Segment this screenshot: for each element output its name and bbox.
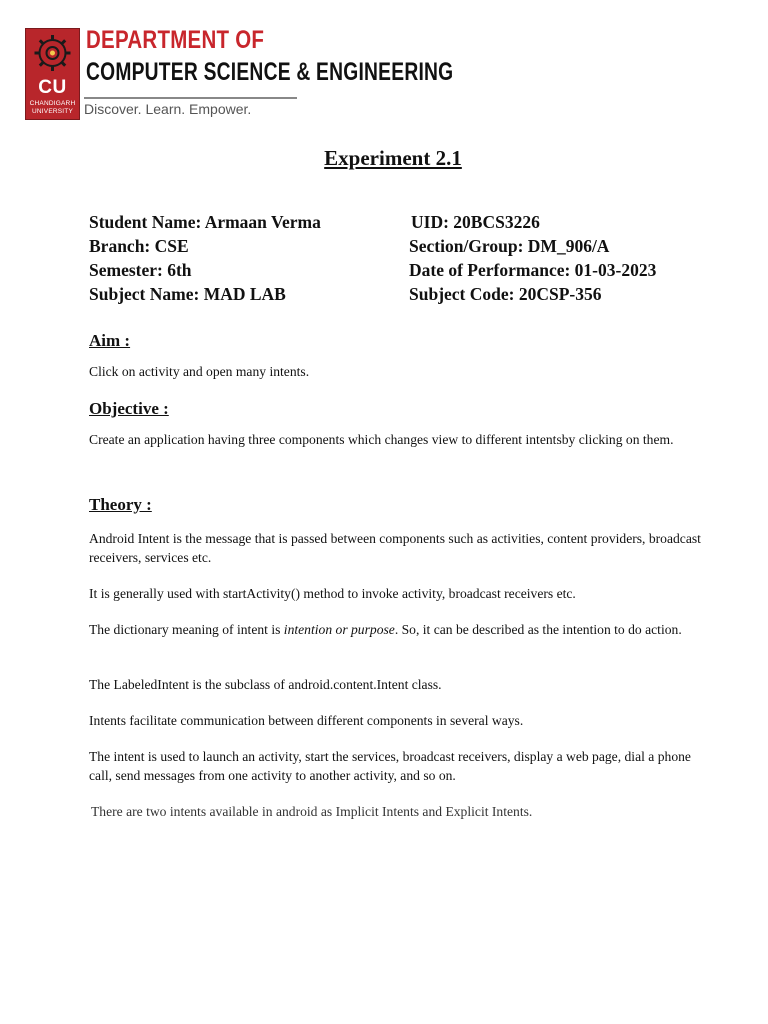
theory-paragraph-5: Intents facilitate communication between different components in several ways. — [89, 713, 524, 728]
aim-text: Click on activity and open many intents. — [89, 364, 310, 379]
gear-emblem-icon — [26, 29, 79, 77]
university-logo — [25, 28, 80, 120]
tagline: Discover. Learn. Empower. — [84, 101, 252, 117]
header-divider — [84, 97, 297, 99]
logo-initials: CU — [38, 77, 67, 98]
theory-heading: Theory : — [89, 495, 152, 514]
aim-heading: Aim : — [89, 331, 131, 350]
objective-heading: Objective : — [89, 399, 169, 418]
theory-paragraph-3: The dictionary meaning of intent is intention or purpose. So, it can be described as the intention to do action. — [89, 622, 682, 637]
experiment-title: Experiment 2.1 — [324, 146, 462, 170]
objective-text: Create an application having three components which changes view to different intentsby clicking on them. — [89, 432, 674, 447]
department-title-line1: DEPARTMENT OF — [86, 26, 265, 54]
department-title-line2: COMPUTER SCIENCE & ENGINEERING — [86, 58, 454, 86]
section-group: Section/Group: DM_906/A — [409, 236, 610, 256]
date-of-performance: Date of Performance: 01-03-2023 — [409, 260, 657, 280]
theory-paragraph-1: Android Intent is the message that is passed between components such as activities, content providers, broadcast receivers, services etc. — [89, 531, 701, 565]
theory-paragraph-3-emphasis: intention or purpose — [283, 622, 395, 637]
theory-paragraph-4: The LabeledIntent is the subclass of android.content.Intent class. — [89, 677, 442, 692]
student-name: Student Name: Armaan Verma — [89, 212, 321, 232]
subject-name: Subject Name: MAD LAB — [89, 284, 286, 304]
logo-university-name: CHANDIGARH UNIVERSITY — [29, 100, 76, 115]
theory-paragraph-7: There are two intents available in android as Implicit Intents and Explicit Intents. — [91, 804, 533, 819]
subject-code: Subject Code: 20CSP-356 — [409, 284, 602, 304]
theory-paragraph-6: The intent is used to launch an activity, start the services, broadcast receivers, display a web page, dial a phone call, send messages from one activity to another activity, and so on. — [89, 749, 691, 783]
branch: Branch: CSE — [89, 236, 189, 256]
semester: Semester: 6th — [89, 260, 192, 280]
student-uid: UID: 20BCS3226 — [411, 212, 540, 232]
theory-paragraph-2: It is generally used with startActivity() method to invoke activity, broadcast receivers etc. — [89, 586, 576, 601]
